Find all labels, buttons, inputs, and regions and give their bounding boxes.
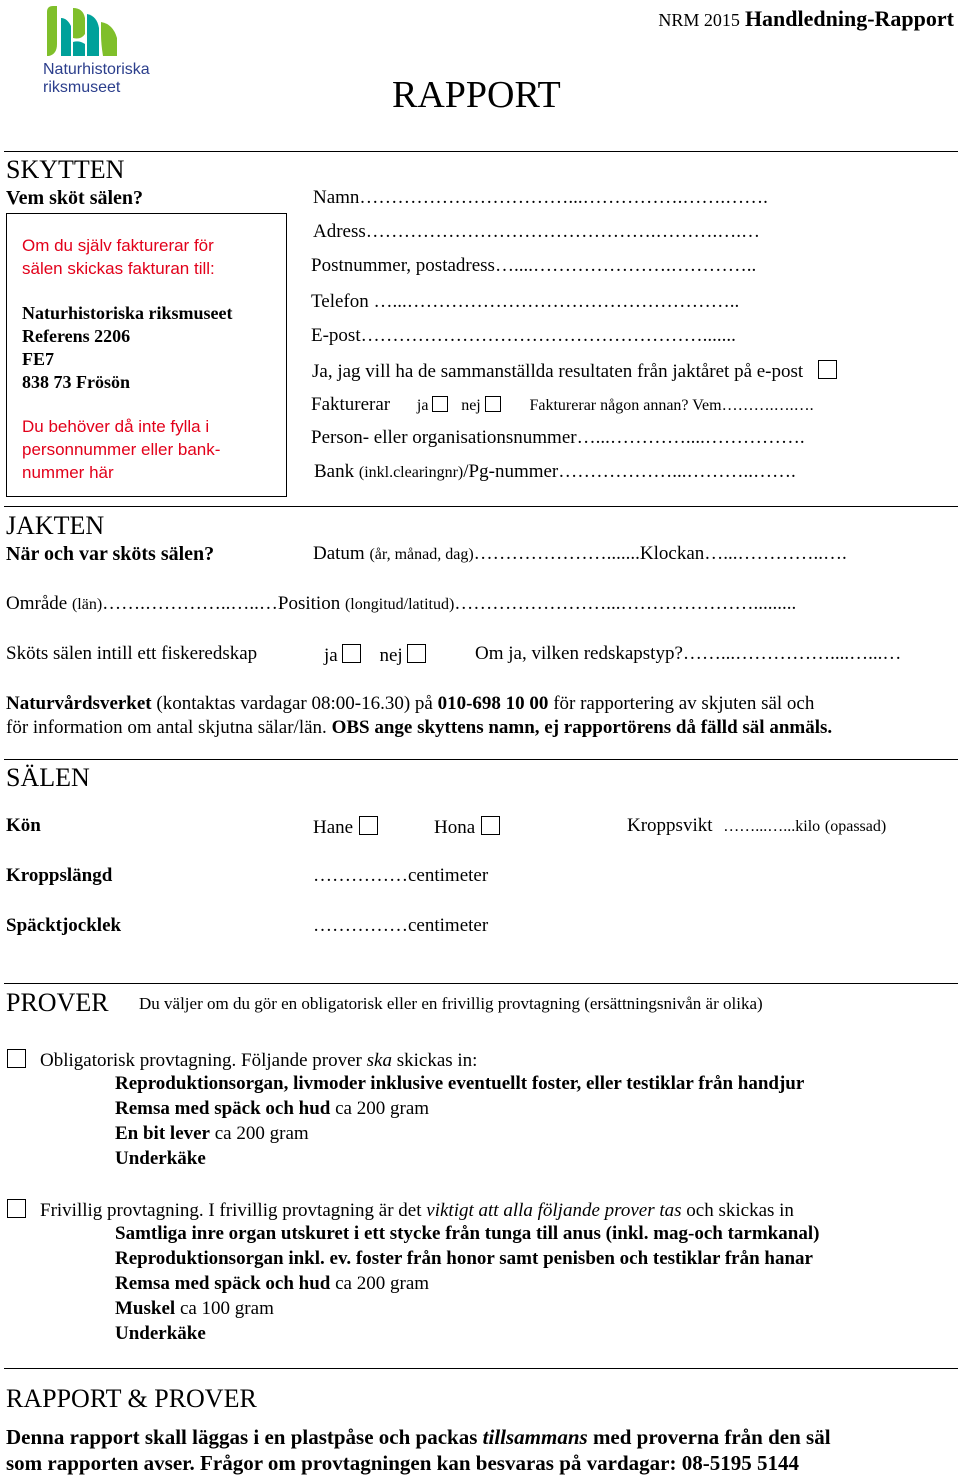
section-divider xyxy=(4,151,958,152)
naturvard-phone: 010-698 10 00 xyxy=(437,693,549,714)
fakturerar-nej-label: nej xyxy=(461,397,481,414)
frivillig-em: viktigt att alla följande prover tas xyxy=(426,1200,682,1221)
doc-title: Handledning-Rapport xyxy=(744,6,954,31)
fiske-nej-label: nej xyxy=(379,645,403,666)
kroppsvikt-field[interactable]: ……...…...kilo xyxy=(723,818,821,835)
logo-name-line1: Naturhistoriska xyxy=(43,61,150,78)
frivillig-item: Remsa med späck och hud ca 200 gram xyxy=(115,1273,430,1294)
invoice-address xyxy=(22,302,233,394)
fiske-options xyxy=(324,644,430,665)
rapport-prover-em: tillsammans xyxy=(482,1425,588,1449)
obligatorisk-item: Remsa med späck och hud ca 200 gram xyxy=(115,1098,430,1119)
jakten-heading: JAKTEN xyxy=(6,511,105,540)
naturvard-line2 xyxy=(6,718,832,737)
rapport-prover-line2: som rapporten avser. Frågor om provtagningen kan besvaras på vardagar: 08-5195 5144 xyxy=(6,1451,799,1475)
obligatorisk-row xyxy=(7,1049,477,1070)
fakturerar-annan-field[interactable]: Fakturerar någon annan? Vem……….….…. xyxy=(529,397,814,414)
frivillig-item: Samtliga inre organ utskuret i ett stycke från tunga till anus (inkl. mag-och tarmkanal) xyxy=(115,1223,820,1244)
hane-label: Hane xyxy=(313,817,354,838)
frivillig-row xyxy=(7,1199,794,1220)
frivillig-item: Underkäke xyxy=(115,1323,206,1344)
rapport-prover-heading: RAPPORT & PROVER xyxy=(6,1384,257,1413)
position-field[interactable]: ……………………...…………………......... xyxy=(454,593,797,614)
omrade-field[interactable]: …….…………..…..…Position xyxy=(102,593,341,614)
naturvard-text: för information om antal skjutna sälar/län. xyxy=(6,717,332,738)
naturvard-line1 xyxy=(6,694,814,713)
kroppslangd-label: Kroppslängd xyxy=(6,865,113,886)
datum-label: Datum xyxy=(313,543,365,564)
redskap-field[interactable]: Om ja, vilken redskapstyp?……...……………....…...… xyxy=(475,643,902,664)
frivillig-text: och skickas in xyxy=(681,1200,794,1221)
kroppslangd-field[interactable]: ……………centimeter xyxy=(313,865,489,886)
rapport-prover-line1: Denna rapport skall läggas i en plastpåse och packas tillsammans med proverna från den säl xyxy=(6,1425,831,1449)
kroppsvikt-small: (opassad) xyxy=(824,818,887,835)
fiske-ja-checkbox[interactable] xyxy=(342,644,361,663)
naturvard-obs: OBS ange skyttens namn, ej rapportörens då fälld säl anmäls. xyxy=(331,717,833,738)
skytten-question: Vem sköt sälen? xyxy=(6,187,144,209)
fakturerar-row xyxy=(311,395,814,414)
results-email-checkbox[interactable] xyxy=(818,360,837,379)
person-org-field[interactable]: Person- eller organisationsnummer…...…………....……………. xyxy=(311,427,805,448)
naturvard-text: (kontaktas vardagar 08:00-16.30) på xyxy=(151,693,438,714)
address-line: Naturhistoriska riksmuseet xyxy=(22,303,233,323)
obligatorisk-item: Underkäke xyxy=(115,1148,206,1169)
hona-option xyxy=(434,816,504,837)
fiske-ja-label: ja xyxy=(324,645,338,666)
datum-field[interactable]: ………………….......Klockan…...…………..…. xyxy=(473,543,847,564)
naturvard-text: för rapportering av skjuten säl och xyxy=(548,693,815,714)
position-small: (longitud/latitud) xyxy=(344,596,455,613)
hane-option xyxy=(313,816,382,837)
page-title: RAPPORT xyxy=(392,74,561,116)
invoice-note: Om du själv fakturerar för sälen skickas fakturan till: xyxy=(22,236,215,278)
logo-emblem-icon xyxy=(43,4,121,60)
fakturerar-ja-label: ja xyxy=(416,397,429,414)
spacktjocklek-field[interactable]: ……………centimeter xyxy=(313,915,489,936)
section-divider xyxy=(4,759,958,760)
salen-heading: SÄLEN xyxy=(6,763,90,792)
kon-label: Kön xyxy=(6,815,41,836)
epost-field[interactable]: E-post………………………………………………....... xyxy=(311,325,736,346)
bank-row[interactable] xyxy=(314,462,796,481)
prover-heading: PROVER xyxy=(6,988,109,1017)
naturvard-name: Naturvårdsverket xyxy=(6,693,152,714)
section-divider xyxy=(4,506,958,507)
postnummer-field[interactable]: Postnummer, postadress…....………………….………….. xyxy=(311,255,757,276)
obligatorisk-item: Reproduktionsorgan, livmoder inklusive eventuellt foster, eller testiklar från handjur xyxy=(115,1073,805,1094)
hane-checkbox[interactable] xyxy=(359,816,378,835)
frivillig-item: Muskel ca 100 gram xyxy=(115,1298,274,1319)
doc-header xyxy=(658,8,954,30)
fakturerar-nej-checkbox[interactable] xyxy=(485,396,501,412)
fiske-question: Sköts sälen intill ett fiskeredskap xyxy=(6,643,258,664)
section-divider xyxy=(4,983,958,984)
fiske-nej-checkbox[interactable] xyxy=(407,644,426,663)
frivillig-text: Frivillig provtagning. I frivillig provtagning är det xyxy=(40,1200,427,1221)
obligatorisk-text: skickas in: xyxy=(391,1050,478,1071)
omrade-row[interactable] xyxy=(6,594,796,613)
hona-checkbox[interactable] xyxy=(481,816,500,835)
omrade-label: Område xyxy=(6,593,68,614)
bank-small: (inkl.clearingnr) xyxy=(358,464,464,481)
jakten-question: När och var sköts sälen? xyxy=(6,543,215,565)
kroppsvikt-row[interactable] xyxy=(627,816,886,835)
omrade-small: (län) xyxy=(71,596,103,613)
adress-field[interactable]: Adress……………………………………….……….….… xyxy=(313,221,761,242)
results-email-row xyxy=(312,360,841,381)
frivillig-item: Reproduktionsorgan inkl. ev. foster från honor samt penisben och testiklar från hanar xyxy=(115,1248,813,1269)
fakturerar-ja-checkbox[interactable] xyxy=(432,396,448,412)
museum-logo xyxy=(40,4,155,99)
skytten-heading: SKYTTEN xyxy=(6,155,125,184)
results-email-label: Ja, jag vill ha de sammanställda resultaten från jaktåret på e-post xyxy=(312,361,804,382)
frivillig-checkbox[interactable] xyxy=(7,1199,26,1218)
spacktjocklek-label: Späcktjocklek xyxy=(6,915,122,936)
obligatorisk-checkbox[interactable] xyxy=(7,1049,26,1068)
datum-small: (år, månad, dag) xyxy=(369,546,474,563)
address-line: 838 73 Frösön xyxy=(22,372,130,392)
kroppsvikt-label: Kroppsvikt xyxy=(627,815,713,836)
bank-label: Bank xyxy=(314,461,355,482)
namn-field[interactable]: Namn……………………………...…………….…….……. xyxy=(313,187,768,208)
obligatorisk-em: ska xyxy=(366,1050,392,1071)
no-pnr-note: Du behöver då inte fylla i personnummer eller bank- nummer här xyxy=(22,417,221,482)
address-line: FE7 xyxy=(22,349,55,369)
address-line: Referens 2206 xyxy=(22,326,131,346)
bank-field[interactable]: /Pg-nummer………………...………..……. xyxy=(463,461,796,482)
doc-prefix: NRM 2015 xyxy=(658,10,740,30)
fakturerar-label: Fakturerar xyxy=(311,394,391,415)
obligatorisk-text: Obligatorisk provtagning. Följande prover xyxy=(40,1050,367,1071)
prover-intro: Du väljer om du gör en obligatorisk eller en frivillig provtagning (ersättningsnivån är olika) xyxy=(139,994,763,1013)
obligatorisk-item: En bit lever ca 200 gram xyxy=(115,1123,309,1144)
datum-row[interactable] xyxy=(313,544,847,563)
hona-label: Hona xyxy=(434,817,476,838)
telefon-field[interactable]: Telefon …...…………………………………………….. xyxy=(311,291,740,312)
section-divider xyxy=(4,1368,958,1369)
logo-name-line2: riksmuseet xyxy=(43,79,121,96)
